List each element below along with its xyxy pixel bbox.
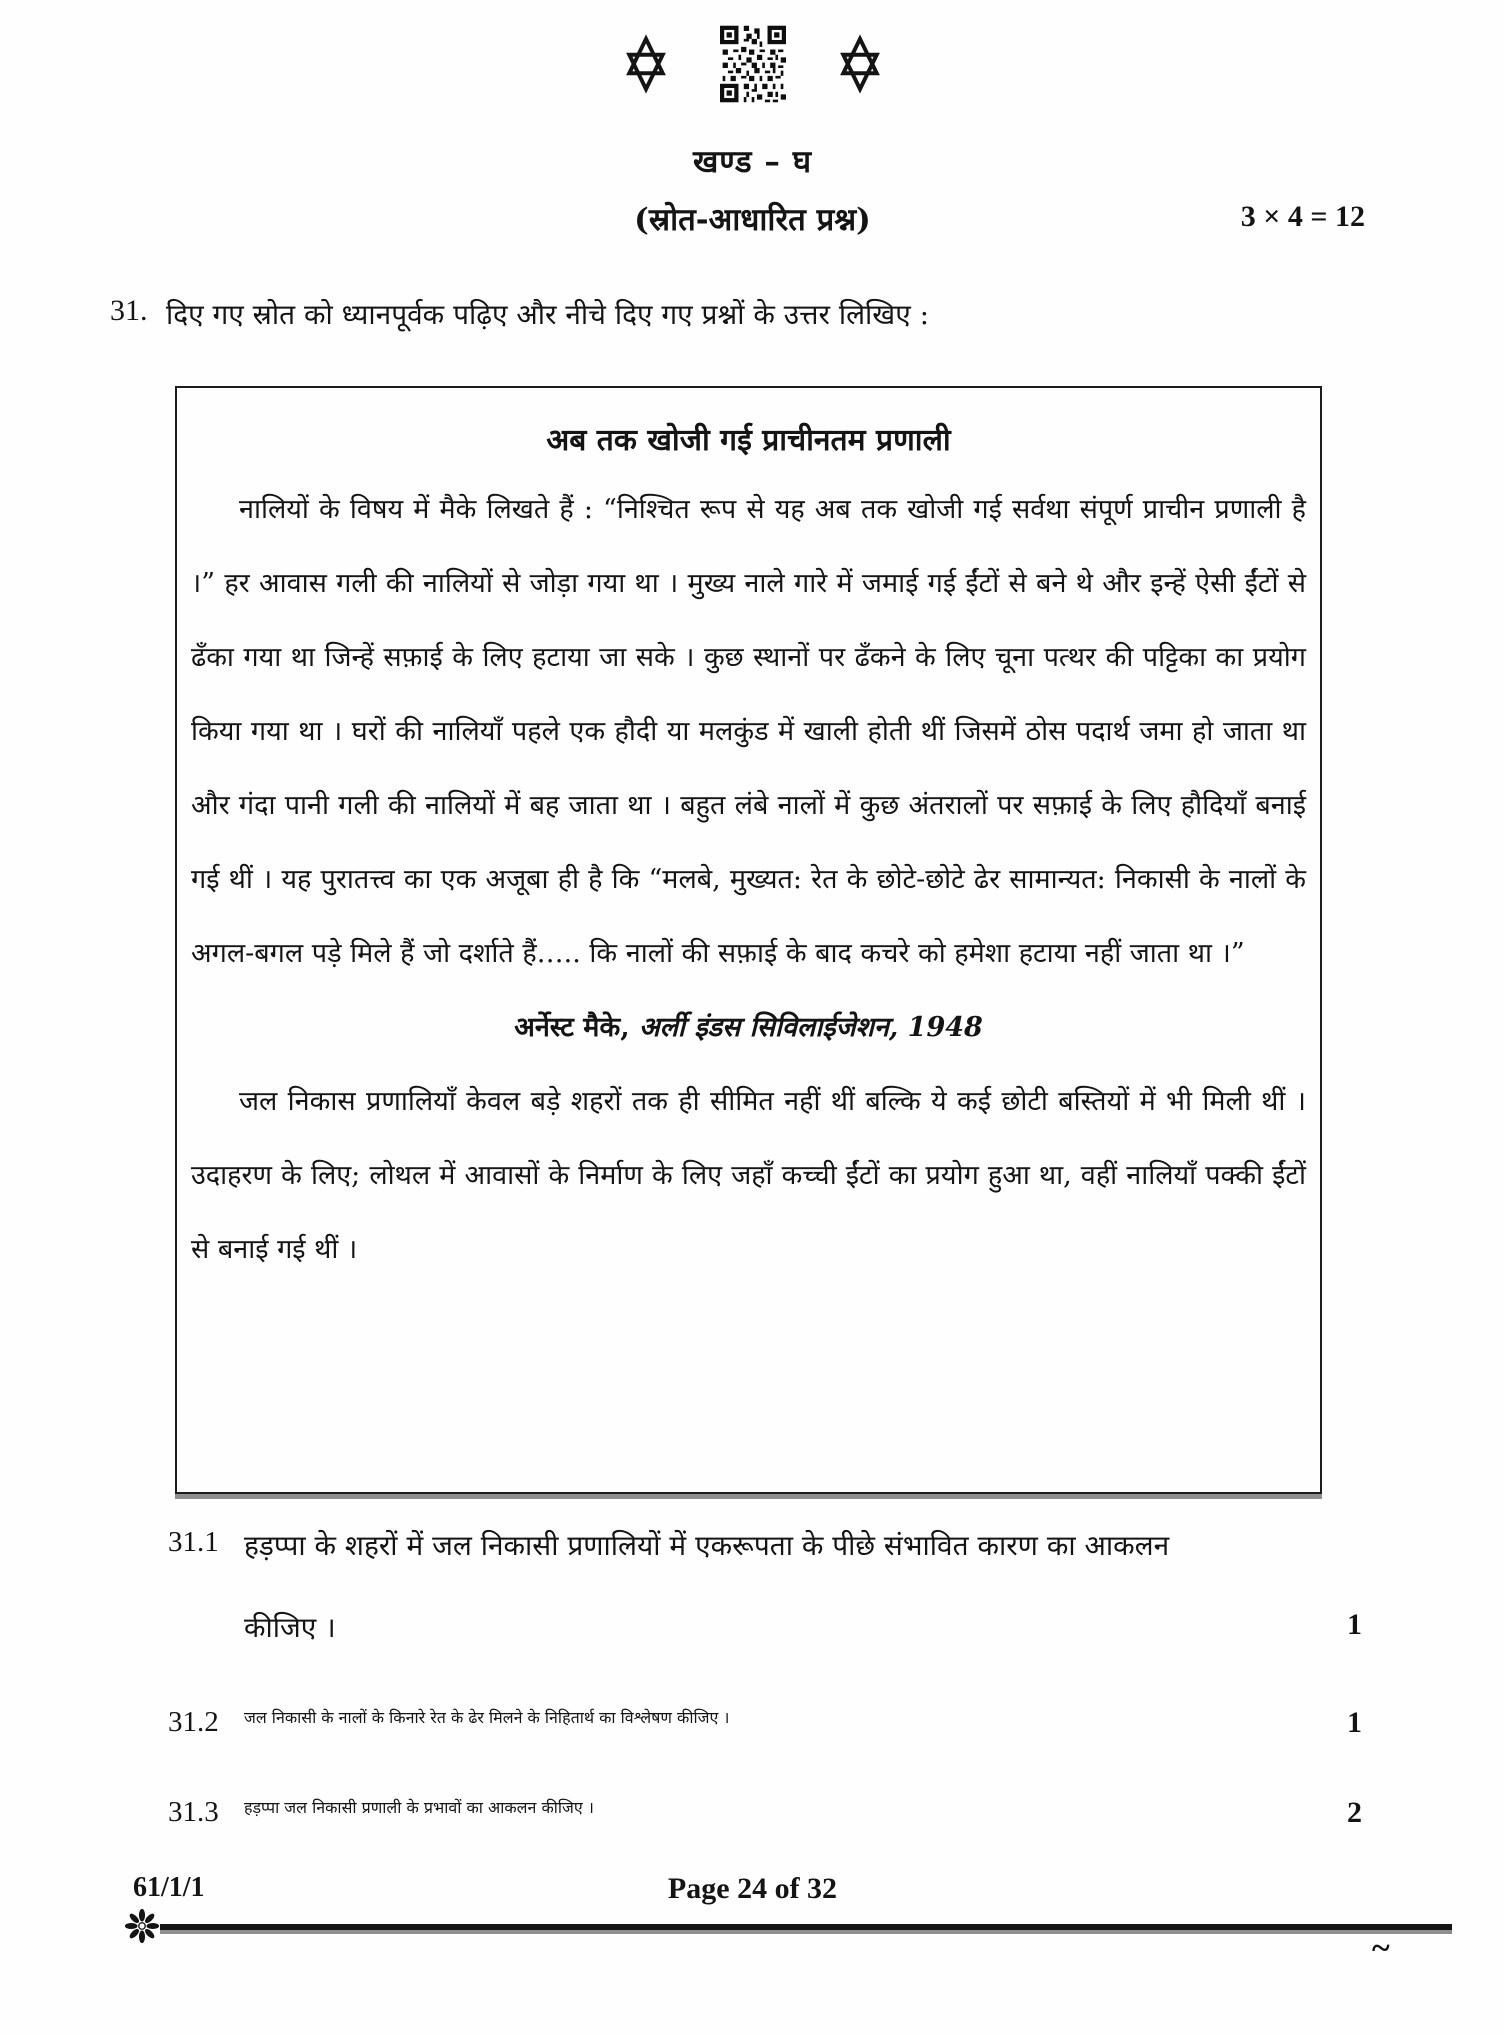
sub-question-31-2 <box>168 1706 1362 1740</box>
corner-tilde-mark: ~ <box>1372 1930 1390 1967</box>
marks-value: 1 <box>1347 1706 1362 1739</box>
flower-ornament-icon <box>124 1908 160 1948</box>
marks-value: 2 <box>1347 1796 1362 1829</box>
source-paragraph-2: जल निकास प्रणालियाँ केवल बड़े शहरों तक ही सीमित नहीं थीं बल्कि ये कई छोटी बस्तियों में भी मिली थीं । उदाहरण के लिए; लोथल में आवासों के निर्माण के लिए जहाँ कच्ची ईंटों का प्रयोग हुआ था, वहीं नालियाँ पक्की ईंटों से बनाई गई थीं । <box>191 1086 1306 1265</box>
qr-code-icon <box>720 24 786 104</box>
sub-question-number: 31.3 <box>168 1796 219 1828</box>
question-number: 31. <box>110 294 148 327</box>
sub-question-text: हड़प्पा के शहरों में जल निकासी प्रणालियों में एकरूपता के पीछे संभावित कारण का आकलन <box>244 1529 1170 1562</box>
section-heading: खण्ड – घ <box>692 144 813 180</box>
sub-question-number: 31.1 <box>168 1526 219 1558</box>
star-of-david-icon <box>624 33 668 95</box>
page-indicator: Page 24 of 32 <box>667 1872 838 1905</box>
subsection-heading: (स्रोत-आधारित प्रश्न) <box>634 202 871 238</box>
paper-code: 61/1/1 <box>133 1872 205 1903</box>
question-31 <box>110 294 1370 333</box>
sub-question-text-continuation: कीजिए । <box>244 1611 336 1644</box>
source-title: अब तक खोजी गई प्राचीनतम प्रणाली <box>546 423 951 458</box>
sub-question-31-3 <box>168 1796 1362 1830</box>
source-attribution <box>191 991 1306 1065</box>
subsection-row <box>0 198 1505 244</box>
star-of-david-icon <box>838 33 882 95</box>
attribution-author: अर्नेस्ट मैके, <box>514 1012 639 1043</box>
sub-question-31-1 <box>168 1526 1362 1646</box>
sub-question-text: जल निकासी के नालों के किनारे रेत के ढेर मिलने के निहितार्थ का विश्लेषण कीजिए । <box>244 1708 730 1727</box>
footer-rule <box>160 1924 1452 1930</box>
marks-scheme: 3 × 4 = 12 <box>1240 200 1365 233</box>
top-ornaments <box>0 24 1505 104</box>
marks-value: 1 <box>1347 1608 1362 1641</box>
attribution-work-title: अर्ली इंडस सिविलाईजेशन, 1948 <box>639 1012 983 1043</box>
source-text-box <box>175 386 1322 1494</box>
sub-question-text: हड़प्पा जल निकासी प्रणाली के प्रभावों का आकलन कीजिए । <box>244 1798 594 1817</box>
source-paragraph-1: नालियों के विषय में मैके लिखते हैं : “निश्चित रूप से यह अब तक खोजी गई सर्वथा संपूर्ण प्राचीन प्रणाली है ।” हर आवास गली की नालियों से जोड़ा गया था । मुख्य नाले गारे में जमाई गई ईंटों से बने थे और इन्हें ऐसी ईंटों से ढँका गया था जिन्हें सफ़ाई के लिए हटाया जा सके । कुछ स्थानों पर ढँकने के लिए चूना पत्थर की पट्टिका का प्रयोग किया गया था । घरों की नालियाँ पहले एक हौदी या मलकुंड में खाली होती थीं जिसमें ठोस पदार्थ जमा हो जाता था और गंदा पानी गली की नालियों में बह जाता था । बहुत लंबे नालों में कुछ अंतरालों पर सफ़ाई के लिए हौदियाँ बनाई गई थीं । यह पुरातत्त्व का एक अजूबा ही है कि “मलबे, मुख्यत: रेत के छोटे-छोटे ढेर सामान्यत: निकासी के नालों के अगल-बगल पड़े मिले हैं जो दर्शाते हैं….. कि नालों की सफ़ाई के बाद कचरे को हमेशा हटाया नहीं जाता था ।” <box>191 494 1306 969</box>
sub-question-number: 31.2 <box>168 1706 219 1738</box>
question-intro: दिए गए स्रोत को ध्यानपूर्वक पढ़िए और नीचे दिए गए प्रश्नों के उत्तर लिखिए : <box>166 298 930 331</box>
